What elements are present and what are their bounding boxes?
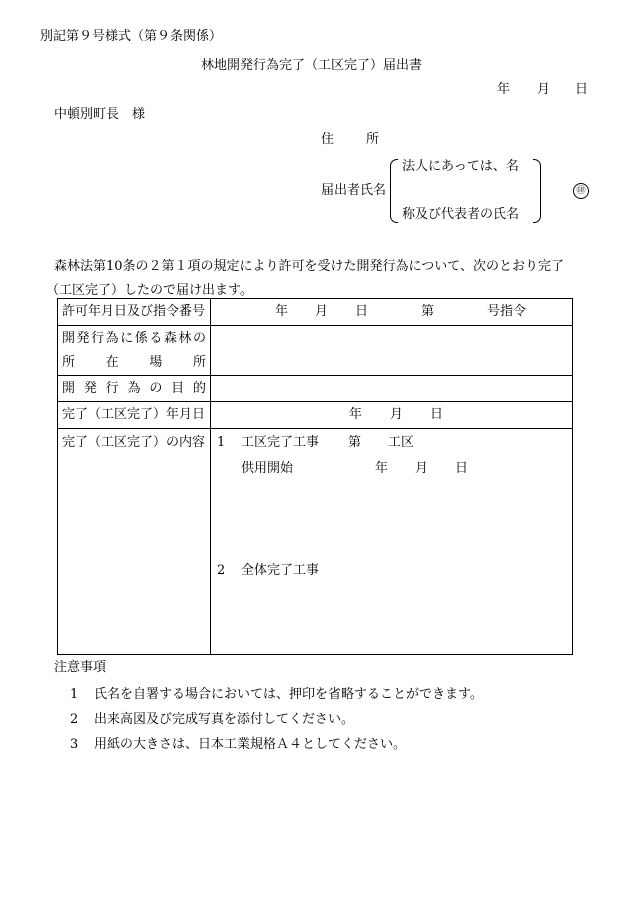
permit-month: 月 bbox=[315, 304, 329, 319]
body-text-line1: 森林法第10条の２第１項の規定により許可を受けた開発行為について、次のとおり完了 bbox=[54, 259, 565, 274]
item1-text: 工区完了工事 bbox=[241, 435, 320, 450]
addressee: 中頓別町長 様 bbox=[54, 107, 146, 122]
permit-number-suffix: 号指令 bbox=[487, 304, 527, 319]
forest-location-label-line1: 開発行為に係る森林の bbox=[62, 330, 206, 346]
table-row bbox=[58, 429, 573, 655]
table-row bbox=[58, 326, 573, 376]
completion-day: 日 bbox=[430, 407, 444, 422]
applicant-name-label: 届出者氏名 bbox=[321, 183, 387, 198]
forest-location-value[interactable] bbox=[211, 326, 573, 376]
item2-text: 全体完了工事 bbox=[241, 563, 320, 578]
note-item-text: 出来高図及び完成写真を添付してください。 bbox=[94, 712, 355, 727]
forest-location-label bbox=[58, 326, 211, 376]
item1-dai: 第 bbox=[348, 435, 362, 450]
date-month-label: 月 bbox=[537, 82, 551, 97]
date-day-label: 日 bbox=[575, 82, 589, 97]
note-item-number: 1 bbox=[70, 687, 79, 702]
development-purpose-value[interactable] bbox=[211, 376, 573, 402]
item1-kouku: 工区 bbox=[388, 435, 415, 450]
body-text-line2: （工区完了）したので届け出ます。 bbox=[46, 283, 253, 298]
date-year-label: 年 bbox=[497, 82, 511, 97]
form-table bbox=[57, 298, 573, 655]
address-label: 住 所 bbox=[321, 132, 382, 147]
table-row bbox=[58, 299, 573, 326]
completion-date-label: 完了（工区完了）年月日 bbox=[58, 402, 211, 429]
service-start-year: 年 bbox=[375, 461, 389, 476]
table-row bbox=[58, 376, 573, 402]
permit-dai: 第 bbox=[421, 304, 435, 319]
note-item-number: 3 bbox=[70, 737, 79, 752]
document-title: 林地開発行為完了（工区完了）届出書 bbox=[201, 58, 423, 73]
completion-month: 月 bbox=[390, 407, 404, 422]
notes-title: 注意事項 bbox=[54, 660, 107, 675]
item2-number: 2 bbox=[217, 563, 226, 578]
note-item-text: 氏名を自署する場合においては、押印を省略することができます。 bbox=[94, 687, 483, 702]
right-bracket bbox=[533, 159, 541, 223]
permit-date-value[interactable] bbox=[211, 299, 573, 326]
forest-location-label-line2: 所在場所 bbox=[62, 354, 206, 370]
permit-year: 年 bbox=[275, 304, 289, 319]
completion-content-value[interactable] bbox=[211, 429, 573, 655]
table-row bbox=[58, 402, 573, 429]
corporate-note-line2: 称及び代表者の氏名 bbox=[402, 207, 520, 222]
service-start-day: 日 bbox=[455, 461, 469, 476]
form-number: 別記第９号様式（第９条関係） bbox=[40, 29, 223, 44]
permit-day: 日 bbox=[355, 304, 369, 319]
item1-number: 1 bbox=[217, 435, 226, 450]
note-item-text: 用紙の大きさは、日本工業規格Ａ４としてください。 bbox=[94, 737, 407, 752]
completion-content-label: 完了（工区完了）の内容 bbox=[58, 429, 211, 655]
note-item-number: 2 bbox=[70, 712, 79, 727]
completion-date-value[interactable] bbox=[211, 402, 573, 429]
left-bracket bbox=[390, 159, 398, 223]
seal-mark-icon: ㊞ bbox=[573, 183, 589, 199]
development-purpose-label: 開発行為の目的 bbox=[58, 376, 211, 402]
completion-year: 年 bbox=[349, 407, 363, 422]
service-start-month: 月 bbox=[415, 461, 429, 476]
service-start-label: 供用開始 bbox=[241, 461, 294, 476]
permit-date-label: 許可年月日及び指令番号 bbox=[58, 299, 211, 326]
corporate-note-line1: 法人にあっては、名 bbox=[402, 159, 519, 174]
